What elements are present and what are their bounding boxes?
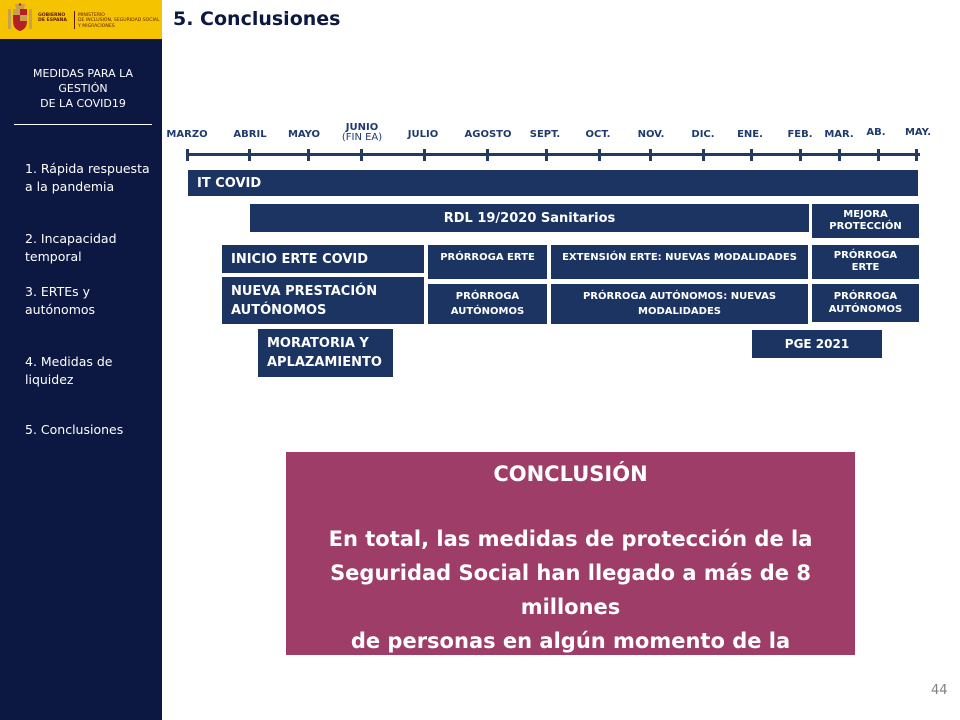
sidebar-item-incapacidad-temporal[interactable]: 2. Incapacidad temporal xyxy=(25,231,117,264)
month-label: NOV. xyxy=(637,129,665,140)
timeline-tick xyxy=(545,149,548,161)
month-label: ABRIL xyxy=(233,129,267,140)
bar-nueva-prestacion-autonomos: NUEVA PRESTACIÓN AUTÓNOMOS xyxy=(222,277,424,324)
timeline-tick xyxy=(915,149,918,161)
page-title: 5. Conclusiones xyxy=(173,8,341,30)
month-label: FEB. xyxy=(787,129,813,140)
bar-prorroga-autonomos: PRÓRROGA AUTÓNOMOS xyxy=(428,284,547,324)
sidebar-divider xyxy=(14,124,152,125)
month-label: AGOSTO xyxy=(464,129,512,140)
timeline-axis xyxy=(187,153,920,156)
bar-it-covid: IT COVID xyxy=(188,170,918,196)
sidebar xyxy=(0,0,162,720)
month-label: JULIO xyxy=(407,129,439,140)
timeline-tick xyxy=(799,149,802,161)
coat-of-arms-icon xyxy=(6,3,34,35)
bar-rdl-sanitarios: RDL 19/2020 Sanitarios xyxy=(250,204,809,232)
timeline-tick xyxy=(838,149,841,161)
timeline-tick xyxy=(423,149,426,161)
timeline-tick xyxy=(649,149,652,161)
month-label: JUNIO (FIN EA) xyxy=(341,122,383,143)
month-label: DIC. xyxy=(691,129,715,140)
timeline-tick xyxy=(186,149,189,161)
month-label: MAY. xyxy=(904,127,932,138)
month-label: SEPT. xyxy=(529,129,561,140)
timeline-tick xyxy=(877,149,880,161)
timeline-tick xyxy=(750,149,753,161)
logo-divider xyxy=(74,11,75,29)
bar-mejora-proteccion: MEJORA PROTECCIÓN xyxy=(812,204,919,238)
bar-inicio-erte-covid: INICIO ERTE COVID xyxy=(222,245,424,273)
bar-prorroga-erte: PRÓRROGA ERTE xyxy=(428,245,547,279)
bar-pge-2021: PGE 2021 xyxy=(752,330,882,358)
bar-prorroga-autonomos-nuevas-modalidades: PRÓRROGA AUTÓNOMOS: NUEVAS MODALIDADES xyxy=(551,284,808,324)
timeline-tick xyxy=(360,149,363,161)
timeline-tick xyxy=(702,149,705,161)
government-label: GOBIERNO DE ESPAÑA xyxy=(38,13,67,24)
timeline-tick xyxy=(598,149,601,161)
conclusion-text: En total, las medidas de protección de la Seguridad Social han llegado a más de 8 millones de personas en algún momento de la pandemia y casi 600.000 empresas. xyxy=(328,527,813,720)
sidebar-item-medidas-liquidez[interactable]: 4. Medidas de liquidez xyxy=(25,354,113,387)
month-label: MAYO xyxy=(287,129,321,140)
timeline-tick xyxy=(307,149,310,161)
bar-moratoria-aplazamiento: MORATORIA Y APLAZAMIENTO xyxy=(258,329,393,377)
sidebar-item-conclusiones[interactable]: 5. Conclusiones xyxy=(25,422,124,437)
sidebar-item-ertes-autonomos[interactable]: 3. ERTEs y autónomos xyxy=(25,284,96,317)
bar-prorroga-autonomos-2021: PRÓRROGA AUTÓNOMOS xyxy=(812,284,919,322)
month-label: MARZO xyxy=(166,129,208,140)
ministry-label: MINISTERIO DE INCLUSIÓN, SEGURIDAD SOCIAL Y MIGRACIONES xyxy=(78,13,160,29)
government-logo xyxy=(0,0,162,39)
sidebar-item-rapida-respuesta[interactable]: 1. Rápida respuesta a la pandemia xyxy=(25,161,150,194)
bar-prorroga-erte-2021: PRÓRROGA ERTE xyxy=(812,245,919,279)
page-number: 44 xyxy=(931,683,948,698)
month-label: OCT. xyxy=(585,129,611,140)
bar-extension-erte: EXTENSIÓN ERTE: NUEVAS MODALIDADES xyxy=(551,245,808,279)
sidebar-title: MEDIDAS PARA LA GESTIÓN DE LA COVID19 xyxy=(32,67,133,110)
conclusion-heading: CONCLUSIÓN xyxy=(493,462,648,486)
timeline-tick xyxy=(248,149,251,161)
month-label: MAR. xyxy=(824,129,854,140)
month-label: AB. xyxy=(866,127,886,138)
timeline-tick xyxy=(486,149,489,161)
conclusion-box xyxy=(286,452,855,720)
month-label: ENE. xyxy=(737,129,763,140)
